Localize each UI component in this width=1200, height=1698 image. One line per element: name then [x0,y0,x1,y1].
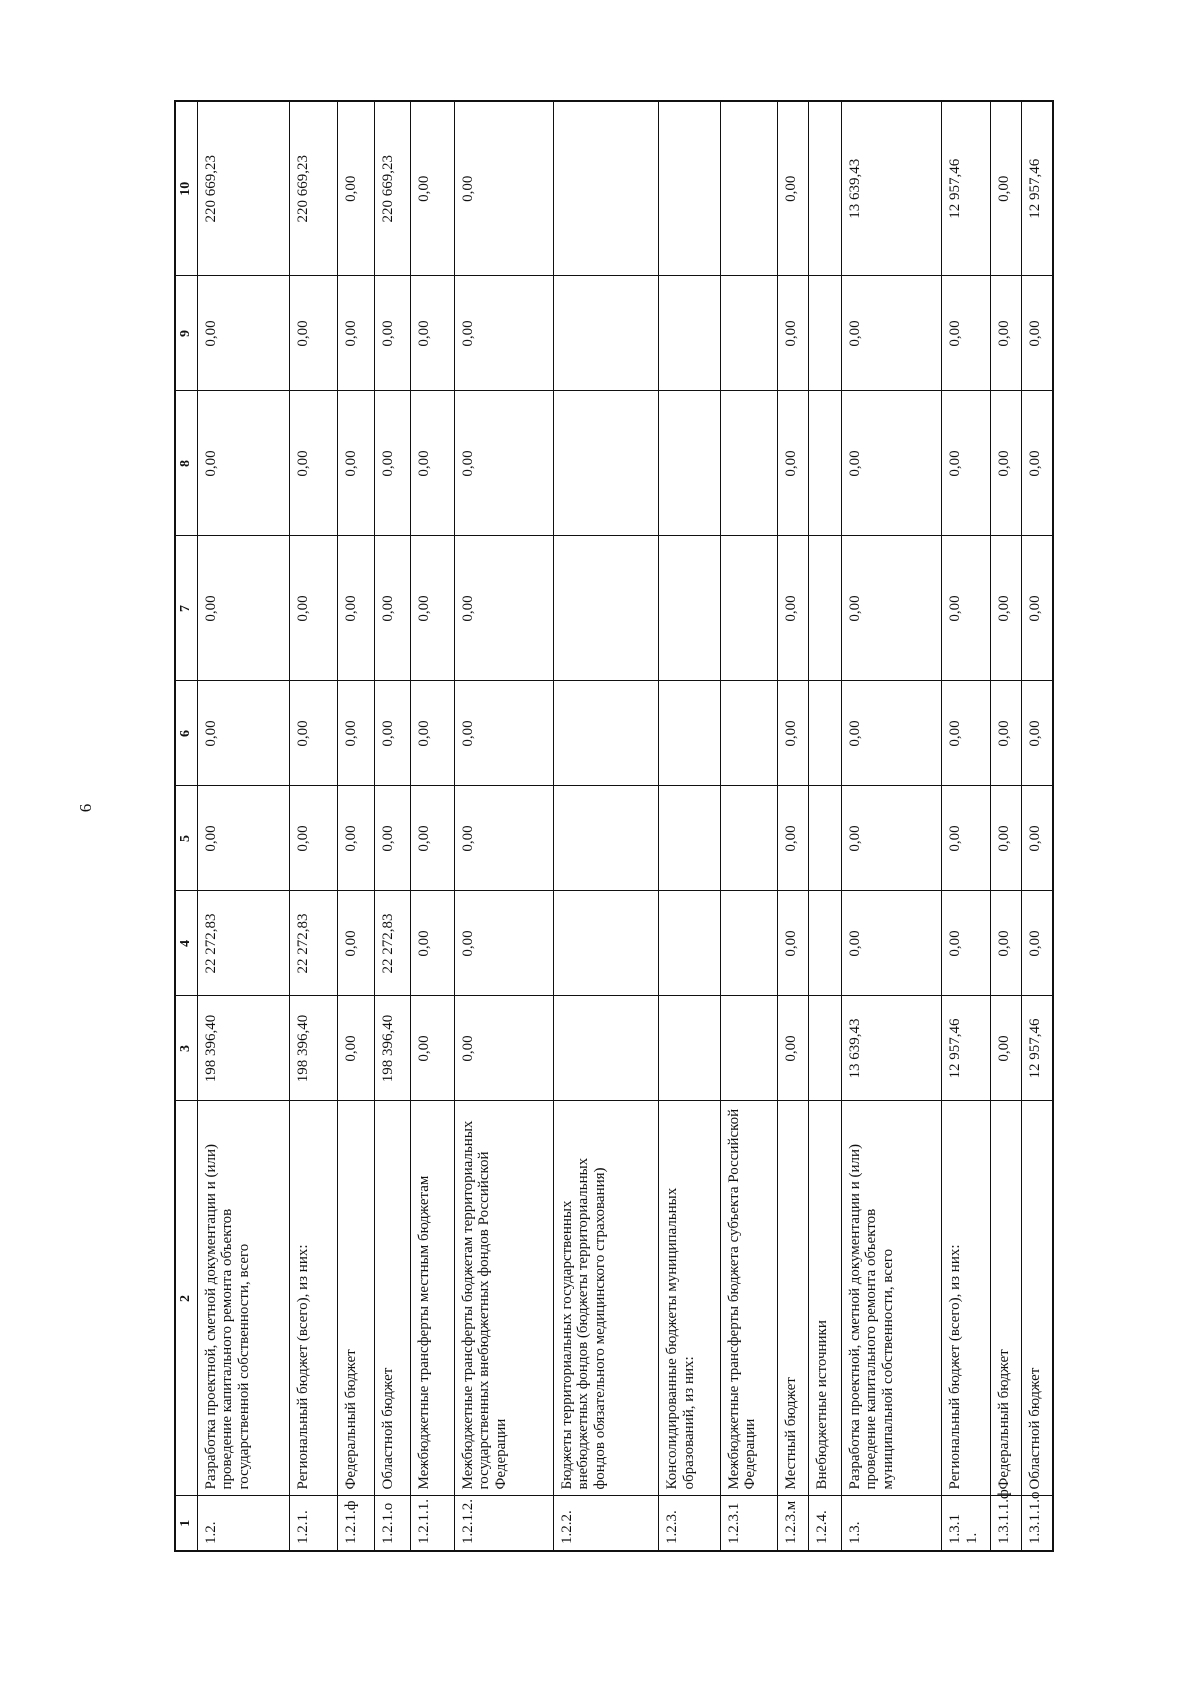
value-cell-3: 13 639,43 [841,996,941,1101]
value-cell-10 [808,101,841,276]
value-cell-7: 0,00 [410,536,454,681]
value-cell-9: 0,00 [778,276,809,391]
row-code-cell: 1.2.2. [553,1496,659,1551]
row-code-cell: 1.2.1.2. [454,1496,553,1551]
row-name-cell: Бюджеты территориальных государственных внебюджетных фондов (бюджеты территориальных фондов обязательного медицинского страхования) [553,1101,659,1496]
value-cell-10 [659,101,721,276]
value-cell-7: 0,00 [991,536,1022,681]
value-cell-7 [553,536,659,681]
value-cell-5: 0,00 [1022,786,1053,891]
value-cell-5: 0,00 [841,786,941,891]
value-cell-9: 0,00 [197,276,289,391]
value-cell-4 [720,891,777,996]
value-cell-6: 0,00 [841,681,941,786]
value-cell-6 [659,681,721,786]
value-cell-6 [553,681,659,786]
value-cell-5: 0,00 [338,786,374,891]
value-cell-4: 0,00 [941,891,990,996]
row-code-cell: 1.2.4. [808,1496,841,1551]
row-name-cell: Межбюджетные трансферты местным бюджетам [410,1101,454,1496]
row-code-cell: 1.2.1.1. [410,1496,454,1551]
value-cell-10: 0,00 [410,101,454,276]
row-name-cell: Областной бюджет [374,1101,410,1496]
table-row [1022,101,1053,1551]
value-cell-6: 0,00 [410,681,454,786]
value-cell-3: 0,00 [778,996,809,1101]
row-name-cell: Областной бюджет [1022,1101,1053,1496]
value-cell-10: 0,00 [778,101,809,276]
value-cell-6: 0,00 [197,681,289,786]
value-cell-9: 0,00 [410,276,454,391]
table-row [374,101,410,1551]
value-cell-8: 0,00 [197,391,289,536]
value-cell-7: 0,00 [1022,536,1053,681]
value-cell-9 [553,276,659,391]
row-name-cell: Региональный бюджет (всего), из них: [289,1101,337,1496]
value-cell-8: 0,00 [338,391,374,536]
value-cell-10: 0,00 [338,101,374,276]
row-name-cell: Федеральный бюджет [338,1101,374,1496]
row-name-cell: Внебюджетные источники [808,1101,841,1496]
row-code-cell: 1.2. [197,1496,289,1551]
value-cell-4: 0,00 [1022,891,1053,996]
budget-table [174,100,1054,1552]
value-cell-4: 22 272,83 [197,891,289,996]
value-cell-8: 0,00 [991,391,1022,536]
value-cell-7 [720,536,777,681]
rotated-table-wrapper [174,102,1054,1552]
column-header: 10 [175,101,197,276]
value-cell-9: 0,00 [454,276,553,391]
value-cell-7: 0,00 [778,536,809,681]
value-cell-4 [553,891,659,996]
value-cell-6: 0,00 [289,681,337,786]
value-cell-10 [553,101,659,276]
row-code-cell: 1.2.3.1 [720,1496,777,1551]
value-cell-8: 0,00 [1022,391,1053,536]
value-cell-8: 0,00 [841,391,941,536]
value-cell-3 [808,996,841,1101]
value-cell-5: 0,00 [941,786,990,891]
row-code-cell: 1.3.1.1.о [1022,1496,1053,1551]
row-name-cell: Федеральный бюджет [991,1101,1022,1496]
value-cell-8: 0,00 [454,391,553,536]
value-cell-8 [720,391,777,536]
value-cell-5: 0,00 [991,786,1022,891]
value-cell-3: 198 396,40 [289,996,337,1101]
value-cell-9: 0,00 [1022,276,1053,391]
header-row [175,101,197,1551]
column-header: 1 [175,1496,197,1551]
value-cell-8: 0,00 [778,391,809,536]
value-cell-9 [720,276,777,391]
value-cell-7: 0,00 [338,536,374,681]
value-cell-7: 0,00 [374,536,410,681]
value-cell-10 [720,101,777,276]
table-row [808,101,841,1551]
value-cell-6 [808,681,841,786]
column-header: 8 [175,391,197,536]
value-cell-7: 0,00 [941,536,990,681]
value-cell-5: 0,00 [374,786,410,891]
column-header: 9 [175,276,197,391]
value-cell-5 [659,786,721,891]
table-row [197,101,289,1551]
value-cell-3: 0,00 [454,996,553,1101]
value-cell-8: 0,00 [374,391,410,536]
value-cell-8: 0,00 [289,391,337,536]
value-cell-10: 220 669,23 [374,101,410,276]
value-cell-10: 0,00 [454,101,553,276]
page-number: 6 [76,803,95,813]
table-row [410,101,454,1551]
row-name-cell: Разработка проектной, сметной документации и (или) проведение капитального ремонта объектов государственной собственности, всего [197,1101,289,1496]
row-code-cell: 1.2.1.о [374,1496,410,1551]
value-cell-8: 0,00 [410,391,454,536]
value-cell-8 [659,391,721,536]
value-cell-3: 0,00 [991,996,1022,1101]
row-name-cell: Консолидированные бюджеты муниципальных образований, из них: [659,1101,721,1496]
table-row [553,101,659,1551]
row-code-cell: 1.2.3. [659,1496,721,1551]
value-cell-9: 0,00 [941,276,990,391]
value-cell-6: 0,00 [1022,681,1053,786]
value-cell-9 [808,276,841,391]
value-cell-7: 0,00 [289,536,337,681]
table-row [338,101,374,1551]
value-cell-5: 0,00 [289,786,337,891]
value-cell-9: 0,00 [374,276,410,391]
value-cell-6: 0,00 [338,681,374,786]
table-row [941,101,990,1551]
value-cell-5: 0,00 [454,786,553,891]
value-cell-10: 0,00 [991,101,1022,276]
value-cell-7: 0,00 [454,536,553,681]
value-cell-7 [808,536,841,681]
value-cell-4: 0,00 [991,891,1022,996]
value-cell-3 [659,996,721,1101]
value-cell-4: 0,00 [454,891,553,996]
value-cell-9: 0,00 [338,276,374,391]
row-name-cell: Региональный бюджет (всего), из них: [941,1101,990,1496]
column-header: 7 [175,536,197,681]
row-name-cell: Межбюджетные трансферты бюджета субъекта Российской Федерации [720,1101,777,1496]
value-cell-4: 0,00 [778,891,809,996]
value-cell-10: 13 639,43 [841,101,941,276]
value-cell-6: 0,00 [941,681,990,786]
row-code-cell: 1.3.1 1. [941,1496,990,1551]
value-cell-4: 22 272,83 [374,891,410,996]
column-header: 6 [175,681,197,786]
value-cell-6: 0,00 [778,681,809,786]
table-row [841,101,941,1551]
value-cell-3: 0,00 [338,996,374,1101]
value-cell-10: 12 957,46 [941,101,990,276]
table-row [991,101,1022,1551]
value-cell-5 [808,786,841,891]
value-cell-4 [659,891,721,996]
value-cell-5: 0,00 [410,786,454,891]
value-cell-3: 12 957,46 [1022,996,1053,1101]
row-code-cell: 1.2.3.м [778,1496,809,1551]
table-body [197,101,1053,1551]
table-row [778,101,809,1551]
value-cell-7: 0,00 [197,536,289,681]
value-cell-8 [553,391,659,536]
row-code-cell: 1.2.1.ф [338,1496,374,1551]
column-header: 3 [175,996,197,1101]
value-cell-9 [659,276,721,391]
column-header: 5 [175,786,197,891]
value-cell-5: 0,00 [778,786,809,891]
value-cell-8: 0,00 [941,391,990,536]
row-name-cell: Межбюджетные трансферты бюджетам территориальных государственных внебюджетных фондов Российской Федерации [454,1101,553,1496]
value-cell-9: 0,00 [841,276,941,391]
value-cell-10: 220 669,23 [289,101,337,276]
value-cell-3: 0,00 [410,996,454,1101]
row-name-cell: Местный бюджет [778,1101,809,1496]
value-cell-3 [553,996,659,1101]
table-row [659,101,721,1551]
value-cell-4: 0,00 [410,891,454,996]
value-cell-5 [720,786,777,891]
row-code-cell: 1.3. [841,1496,941,1551]
value-cell-4: 22 272,83 [289,891,337,996]
row-name-cell: Разработка проектной, сметной документации и (или) проведение капитального ремонта объектов муниципальной собственности, всего [841,1101,941,1496]
value-cell-3 [720,996,777,1101]
value-cell-10: 12 957,46 [1022,101,1053,276]
table-row [720,101,777,1551]
table-row [454,101,553,1551]
value-cell-7: 0,00 [841,536,941,681]
value-cell-4: 0,00 [338,891,374,996]
column-header: 2 [175,1101,197,1496]
row-code-cell: 1.3.1.1.ф [991,1496,1022,1551]
value-cell-6: 0,00 [991,681,1022,786]
value-cell-8 [808,391,841,536]
value-cell-9: 0,00 [991,276,1022,391]
value-cell-9: 0,00 [289,276,337,391]
value-cell-7 [659,536,721,681]
value-cell-5 [553,786,659,891]
row-code-cell: 1.2.1. [289,1496,337,1551]
table-row [289,101,337,1551]
value-cell-3: 12 957,46 [941,996,990,1101]
value-cell-4 [808,891,841,996]
value-cell-6: 0,00 [374,681,410,786]
value-cell-4: 0,00 [841,891,941,996]
column-header: 4 [175,891,197,996]
value-cell-5: 0,00 [197,786,289,891]
value-cell-6 [720,681,777,786]
value-cell-6: 0,00 [454,681,553,786]
value-cell-10: 220 669,23 [197,101,289,276]
value-cell-3: 198 396,40 [374,996,410,1101]
value-cell-3: 198 396,40 [197,996,289,1101]
